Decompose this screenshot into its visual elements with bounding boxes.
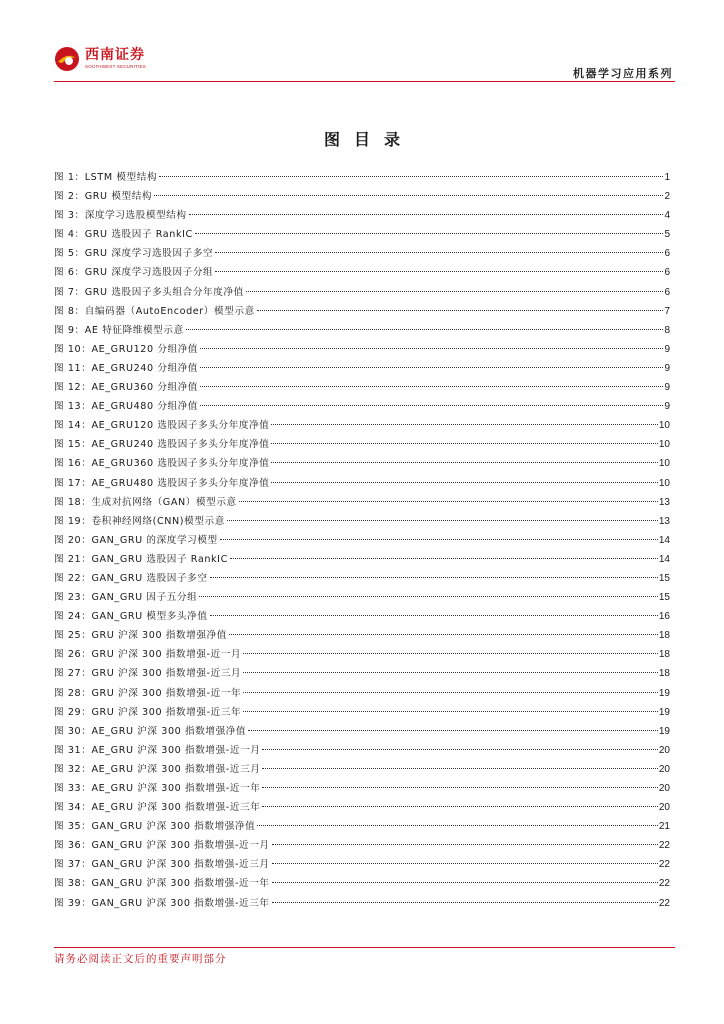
toc-entry-page: 22 — [658, 859, 670, 871]
toc-entry-page: 8 — [664, 324, 670, 336]
toc-entry-page: 10 — [658, 439, 670, 451]
toc-entry-page: 10 — [658, 477, 670, 489]
toc-entry[interactable] — [54, 741, 670, 760]
toc-dot-leader — [186, 329, 664, 330]
toc-entry-page: 2 — [664, 191, 670, 203]
toc-dot-leader — [262, 787, 657, 788]
toc-dot-leader — [227, 520, 658, 521]
toc-entry-page: 14 — [658, 534, 670, 546]
toc-entry-label: 图 24：GAN_GRU 模型多头净值 — [54, 611, 208, 623]
toc-entry[interactable] — [54, 779, 670, 798]
toc-entry[interactable] — [54, 378, 670, 397]
toc-entry-page: 7 — [664, 305, 670, 317]
toc-entry-page: 9 — [664, 362, 670, 374]
toc-entry[interactable] — [54, 397, 670, 416]
toc-dot-leader — [200, 348, 663, 349]
toc-entry[interactable] — [54, 435, 670, 454]
toc-dot-leader — [272, 882, 658, 883]
toc-dot-leader — [271, 462, 657, 463]
toc-entry-page: 18 — [658, 668, 670, 680]
toc-entry[interactable] — [54, 874, 670, 893]
toc-entry-page: 19 — [658, 725, 670, 737]
toc-dot-leader — [246, 291, 664, 292]
company-logo — [54, 44, 146, 74]
logo-mark-icon — [54, 46, 80, 72]
toc-entry[interactable] — [54, 225, 670, 244]
toc-entry-label: 图 35：GAN_GRU 沪深 300 指数增强净值 — [54, 821, 256, 833]
toc-entry-page: 9 — [664, 382, 670, 394]
toc-dot-leader — [215, 252, 663, 253]
toc-entry-page: 20 — [658, 763, 670, 775]
toc-dot-leader — [200, 367, 663, 368]
toc-entry[interactable] — [54, 855, 670, 874]
toc-entry-page: 15 — [658, 592, 670, 604]
toc-entry[interactable] — [54, 493, 670, 512]
toc-entry[interactable] — [54, 474, 670, 493]
toc-entry-page: 22 — [658, 897, 670, 909]
toc-entry-label: 图 12：AE_GRU360 分组净值 — [54, 382, 199, 394]
report-series: 机器学习应用系列 — [573, 67, 673, 80]
toc-entry-page: 18 — [658, 630, 670, 642]
toc-dot-leader — [262, 768, 657, 769]
toc-dot-leader — [272, 902, 658, 903]
toc-entry[interactable] — [54, 760, 670, 779]
toc-dot-leader — [159, 176, 663, 177]
toc-entry-label: 图 20：GAN_GRU 的深度学习模型 — [54, 534, 218, 546]
toc-dot-leader — [239, 501, 658, 502]
toc-entry-label: 图 38：GAN_GRU 沪深 300 指数增强-近一年 — [54, 878, 270, 890]
toc-entry-label: 图 3：深度学习选股模型结构 — [54, 210, 187, 222]
toc-entry-label: 图 6：GRU 深度学习选股因子分组 — [54, 267, 214, 279]
toc-entry-page: 6 — [664, 248, 670, 260]
toc-dot-leader — [271, 424, 657, 425]
toc-dot-leader — [199, 596, 658, 597]
toc-entry[interactable] — [54, 168, 670, 187]
toc-entry-label: 图 11：AE_GRU240 分组净值 — [54, 362, 199, 374]
toc-entry-label: 图 9：AE 特征降维模型示意 — [54, 324, 184, 336]
toc-entry-label: 图 22：GAN_GRU 选股因子多空 — [54, 572, 208, 584]
toc-dot-leader — [243, 692, 658, 693]
toc-entry[interactable] — [54, 359, 670, 378]
toc-entry-page: 10 — [658, 458, 670, 470]
toc-title: 图目录 — [323, 130, 414, 149]
toc-dot-leader — [272, 844, 658, 845]
toc-entry-page: 20 — [658, 783, 670, 794]
toc-entry-page: 9 — [664, 343, 670, 355]
toc-entry-page: 9 — [664, 401, 670, 413]
toc-entry-label: 图 26：GRU 沪深 300 指数增强-近一月 — [54, 649, 242, 661]
toc-dot-leader — [271, 443, 657, 444]
toc-dot-leader — [262, 749, 657, 750]
toc-entry-label: 图 39：GAN_GRU 沪深 300 指数增强-近三年 — [54, 897, 270, 909]
toc-entry[interactable] — [54, 703, 670, 722]
toc-dot-leader — [215, 271, 663, 272]
toc-dot-leader — [200, 405, 663, 406]
toc-entry-label: 图 27：GRU 沪深 300 指数增强-近三月 — [54, 668, 242, 680]
toc-dot-leader — [154, 195, 663, 196]
toc-entry[interactable] — [54, 664, 670, 683]
logo-name-cn: 西南证券 — [85, 47, 145, 64]
toc-entry[interactable] — [54, 645, 670, 664]
toc-entry-page: 6 — [664, 267, 670, 279]
toc-entry-label: 图 1：LSTM 模型结构 — [54, 172, 158, 183]
toc-entry-page: 1 — [664, 172, 670, 183]
toc-entry-page: 18 — [658, 649, 670, 661]
toc-entry-label: 图 36：GAN_GRU 沪深 300 指数增强-近一月 — [54, 840, 270, 852]
toc-dot-leader — [248, 730, 658, 731]
toc-entry[interactable] — [54, 722, 670, 741]
toc-entry-label: 图 2：GRU 模型结构 — [54, 191, 153, 203]
toc-entry-label: 图 7：GRU 选股因子多头组合分年度净值 — [54, 286, 244, 298]
toc-entry[interactable] — [54, 894, 670, 913]
toc-entry-page: 22 — [658, 840, 670, 852]
toc-entry-label: 图 21：GAN_GRU 选股因子 RankIC — [54, 553, 228, 565]
toc-entry[interactable] — [54, 684, 670, 703]
toc-dot-leader — [243, 711, 658, 712]
toc-dot-leader — [262, 806, 657, 807]
toc-entry[interactable] — [54, 454, 670, 473]
toc-entry-label: 图 19：卷积神经网络(CNN)模型示意 — [54, 515, 225, 527]
toc-entry[interactable] — [54, 244, 670, 263]
toc-entry-label: 图 16：AE_GRU360 选股因子多头分年度净值 — [54, 458, 270, 470]
toc-entry[interactable] — [54, 283, 670, 302]
toc-entry-label: 图 18：生成对抗网络（GAN）模型示意 — [54, 496, 237, 508]
toc-entry-page: 4 — [664, 210, 670, 222]
toc-dot-leader — [243, 653, 658, 654]
toc-entry[interactable] — [54, 588, 670, 607]
toc-entry-label: 图 37：GAN_GRU 沪深 300 指数增强-近三月 — [54, 859, 270, 871]
logo-name-en: SOUTHWEST SECURITIES — [85, 64, 146, 70]
toc-entry[interactable] — [54, 798, 670, 817]
toc-entry[interactable] — [54, 187, 670, 206]
toc-entry-page: 22 — [658, 878, 670, 890]
toc-entry-label: 图 5：GRU 深度学习选股因子多空 — [54, 248, 214, 260]
toc-entry[interactable] — [54, 263, 670, 282]
toc-entry-label: 图 34：AE_GRU 沪深 300 指数增强-近三年 — [54, 802, 261, 814]
toc-entry-page: 6 — [664, 286, 670, 298]
toc-dot-leader — [230, 558, 658, 559]
toc-dot-leader — [257, 825, 658, 826]
toc-entry[interactable] — [54, 321, 670, 340]
page-header — [54, 44, 675, 80]
toc-entry-page: 19 — [658, 706, 670, 718]
toc-entry-page: 20 — [658, 744, 670, 756]
toc-entry-page: 15 — [658, 572, 670, 584]
toc-entry[interactable] — [54, 206, 670, 225]
toc-entry-page: 14 — [658, 553, 670, 565]
toc-entry-page: 13 — [658, 515, 670, 527]
toc-entry-label: 图 28：GRU 沪深 300 指数增强-近一年 — [54, 687, 242, 699]
toc-dot-leader — [195, 233, 664, 234]
toc-entry-label: 图 8：自编码器（AutoEncoder）模型示意 — [54, 305, 255, 317]
toc-entry-page: 20 — [658, 802, 670, 814]
toc-entry-label: 图 30：AE_GRU 沪深 300 指数增强净值 — [54, 725, 247, 737]
toc-entry[interactable] — [54, 302, 670, 321]
toc-dot-leader — [272, 863, 658, 864]
toc-entry[interactable] — [54, 569, 670, 588]
toc-dot-leader — [229, 634, 658, 635]
toc-entry-page: 10 — [658, 420, 670, 432]
toc-entry-label: 图 17：AE_GRU480 选股因子多头分年度净值 — [54, 477, 270, 489]
toc-entry-label: 图 15：AE_GRU240 选股因子多头分年度净值 — [54, 439, 270, 451]
toc-entry-page: 5 — [664, 229, 670, 241]
toc-entry[interactable] — [54, 550, 670, 569]
footer-divider — [54, 947, 675, 948]
toc-dot-leader — [200, 386, 663, 387]
toc-dot-leader — [257, 310, 664, 311]
toc-entry-label: 图 14：AE_GRU120 选股因子多头分年度净值 — [54, 420, 270, 432]
toc-entry-label: 图 25：GRU 沪深 300 指数增强净值 — [54, 630, 227, 642]
toc-entry-page: 16 — [658, 611, 670, 623]
toc-entry[interactable] — [54, 817, 670, 836]
toc-entry[interactable] — [54, 607, 670, 626]
toc-entry-label: 图 31：AE_GRU 沪深 300 指数增强-近一月 — [54, 744, 261, 756]
toc-entry-label: 图 23：GAN_GRU 因子五分组 — [54, 592, 198, 604]
footer-notice: 请务必阅读正文后的重要声明部分 — [54, 953, 227, 965]
toc-dot-leader — [210, 577, 658, 578]
toc-entry[interactable] — [54, 836, 670, 855]
toc-entry-label: 图 32：AE_GRU 沪深 300 指数增强-近三月 — [54, 763, 261, 775]
figure-toc-list — [54, 168, 670, 913]
toc-dot-leader — [189, 214, 664, 215]
toc-entry-label: 图 29：GRU 沪深 300 指数增强-近三年 — [54, 706, 242, 718]
toc-dot-leader — [243, 672, 658, 673]
toc-entry-page: 21 — [658, 821, 670, 833]
toc-entry-page: 13 — [658, 496, 670, 508]
toc-entry-label: 图 10：AE_GRU120 分组净值 — [54, 343, 199, 355]
toc-entry[interactable] — [54, 340, 670, 359]
toc-entry-label: 图 13：AE_GRU480 分组净值 — [54, 401, 199, 413]
toc-entry-label: 图 4：GRU 选股因子 RankIC — [54, 229, 193, 241]
toc-entry[interactable] — [54, 531, 670, 550]
toc-dot-leader — [210, 615, 658, 616]
toc-entry[interactable] — [54, 416, 670, 435]
toc-entry-page: 19 — [658, 687, 670, 699]
toc-entry-label: 图 33：AE_GRU 沪深 300 指数增强-近一年 — [54, 783, 261, 794]
toc-dot-leader — [271, 482, 657, 483]
toc-entry[interactable] — [54, 626, 670, 645]
header-divider — [54, 81, 675, 82]
toc-dot-leader — [220, 539, 658, 540]
toc-entry[interactable] — [54, 512, 670, 531]
